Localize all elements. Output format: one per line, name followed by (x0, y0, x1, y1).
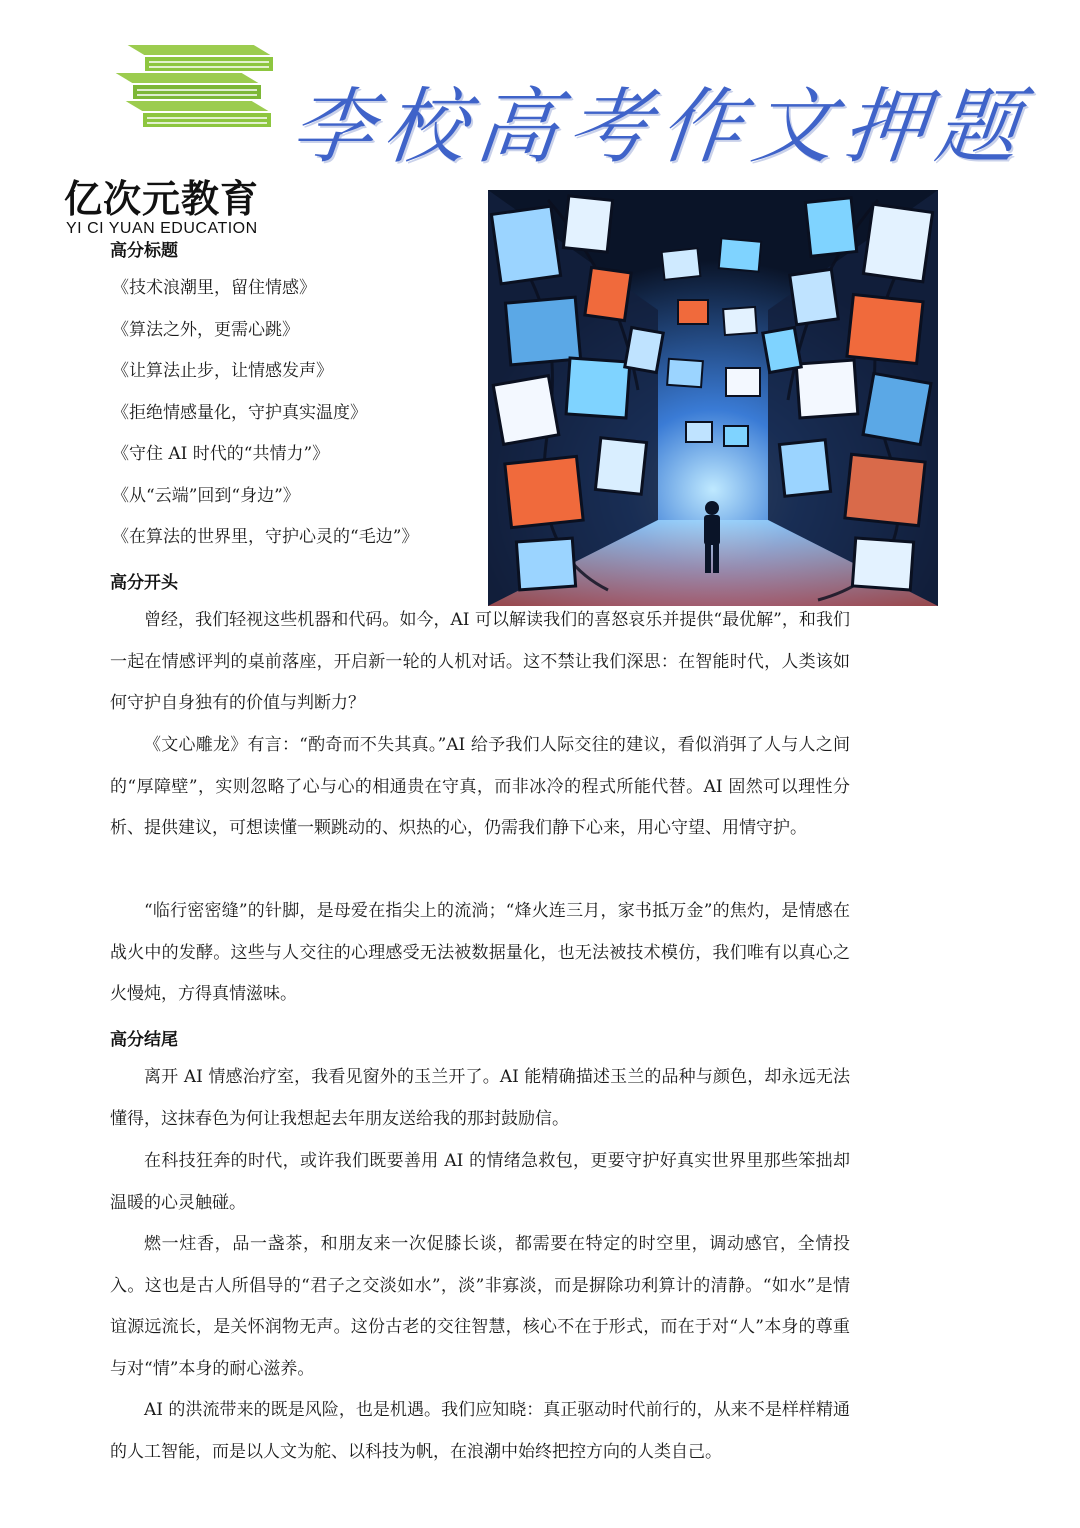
paragraph: AI 的洪流带来的既是风险，也是机遇。我们应知晓：真正驱动时代前行的，从来不是样样精通的人工智能，而是以人文为舵、以科技为帆，在浪潮中始终把控方向的人类自己。 (110, 1400, 850, 1462)
list-item: 《算法之外，更需心跳》 (112, 319, 299, 340)
list-item: 《守住 AI 时代的“共情力”》 (112, 444, 330, 464)
brand-logo (64, 40, 274, 237)
section-heading-opening: 高分开头 (110, 573, 178, 593)
logo-english-name: YI CI YUAN EDUCATION (66, 220, 258, 237)
list-item: 《在算法的世界里，守护心灵的“毛边”》 (112, 527, 419, 547)
list-item: 《让算法止步，让情感发声》 (112, 361, 333, 381)
section-heading-titles: 高分标题 (110, 241, 178, 261)
list-item: 《从“云端”回到“身边”》 (112, 485, 300, 506)
section-heading-ending: 高分结尾 (110, 1030, 178, 1050)
paragraph: 曾经，我们轻视这些机器和代码。如今，AI 可以解读我们的喜怒哀乐并提供“最优解”，和我们一起在情感评判的桌前落座，开启新一轮的人机对话。这不禁让我们深思：在智能时代，人类该如何守护自身独有的价值与判断力？ (110, 610, 850, 714)
title-list (112, 268, 482, 559)
page-title: 李校高考作文押题 (287, 80, 1034, 175)
ai-screens-illustration (488, 190, 938, 606)
paragraph: 离开 AI 情感治疗室，我看见窗外的玉兰开了。AI 能精确描述玉兰的品种与颜色，却永远无法懂得，这抹春色为何让我想起去年朋友送给我的那封鼓励信。 (110, 1067, 850, 1129)
paragraph: 燃一炷香，品一盏茶，和朋友来一次促膝长谈，都需要在特定的时空里，调动感官，全情投入。这也是古人所倡导的“君子之交淡如水”，淡”非寡淡，而是摒除功利算计的清静。“如水”是情谊源远流长，是关怀润物无声。这份古老的交往智慧，核心不在于形式，而在于对“人”本身的尊重与对“情”本身的耐心滋养。 (110, 1234, 850, 1379)
logo-chinese-name: 亿次元教育 (64, 177, 260, 221)
list-item: 《技术浪潮里，留住情感》 (112, 278, 316, 298)
paragraph: 《文心雕龙》有言：“酌奇而不失其真。”AI 给予我们人际交往的建议，看似消弭了人与人之间的“厚障壁”，实则忽略了心与心的相通贵在守真，而非冰冷的程式所能代替。AI 固然可以理性分析、提供建议，可想读懂一颗跳动的、炽热的心，仍需我们静下心来，用心守望、用情守护。 (110, 735, 850, 839)
books-icon (104, 40, 284, 130)
list-item: 《拒绝情感量化，守护真实温度》 (112, 402, 367, 423)
paragraph: “临行密密缝”的针脚，是母爱在指尖上的流淌；“烽火连三月，家书抵万金”的焦灼，是情感在战火中的发酵。这些与人交往的心理感受无法被数据量化，也无法被技术模仿，我们唯有以真心之火慢炖，方得真情滋味。 (110, 901, 850, 1005)
paragraph: 在科技狂奔的时代，或许我们既要善用 AI 的情绪急救包，更要守护好真实世界里那些笨拙却温暖的心灵触碰。 (110, 1151, 850, 1213)
